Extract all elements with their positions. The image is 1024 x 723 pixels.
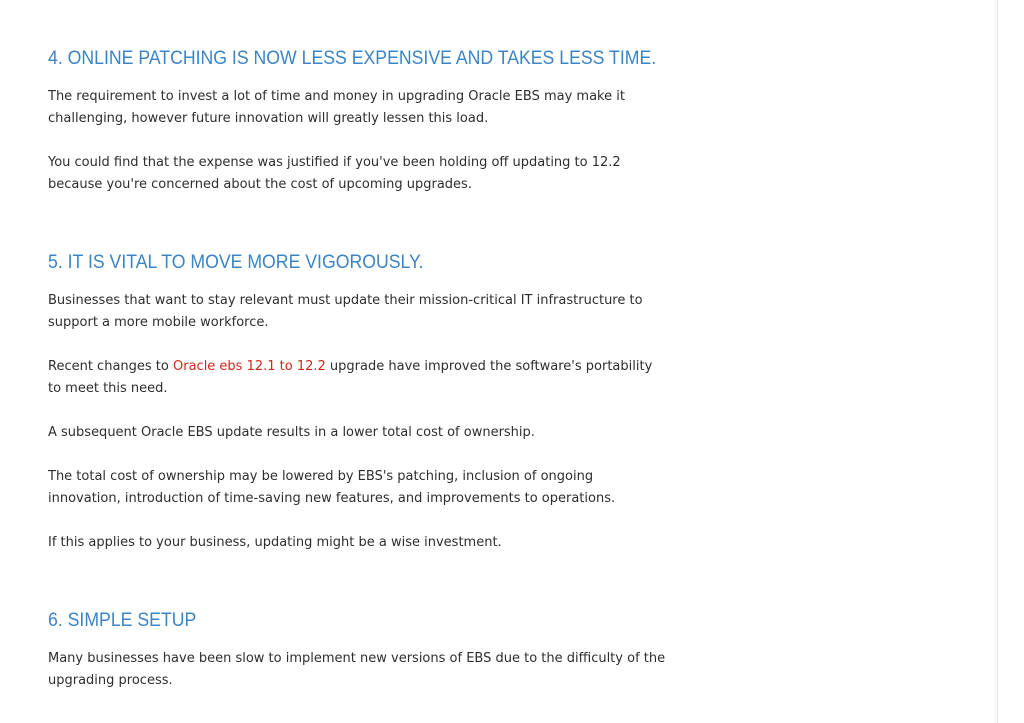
section-heading-move-vigorously: 5. IT IS VITAL TO MOVE MORE VIGOROUSLY. (48, 252, 424, 273)
section-move-vigorously (48, 246, 668, 554)
paragraph: If this applies to your business, updating might be a wise investment. (48, 535, 502, 550)
paragraph: The requirement to invest a lot of time and money in upgrading Oracle EBS may make it challenging, however future innovation will greatly lessen this load. (48, 89, 625, 126)
oracle-ebs-upgrade-link[interactable]: Oracle ebs 12.1 to 12.2 (173, 359, 326, 374)
section-online-patching (48, 42, 668, 196)
page-edge (997, 0, 998, 723)
paragraph-text-before-link: Recent changes to (48, 359, 173, 374)
section-heading-online-patching: 4. ONLINE PATCHING IS NOW LESS EXPENSIVE AND TAKES LESS TIME. (48, 48, 657, 69)
section-heading-simple-setup: 6. SIMPLE SETUP (48, 610, 197, 631)
paragraph: Businesses that want to stay relevant must update their mission-critical IT infrastructure to support a more mobile workforce. (48, 293, 643, 330)
paragraph-with-link (48, 356, 668, 400)
paragraph: The total cost of ownership may be lowered by EBS's patching, inclusion of ongoing innovation, introduction of time-saving new features, and improvements to operations. (48, 469, 616, 506)
section-simple-setup (48, 604, 668, 692)
page-edge-shadow (995, 0, 996, 723)
paragraph-text-after-link: upgrade have improved the software's portability to meet this need. (48, 359, 653, 396)
paragraph: You could find that the expense was justified if you've been holding off updating to 12.2 because you're concerned about the cost of upcoming upgrades. (48, 155, 621, 192)
paragraph: A subsequent Oracle EBS update results in a lower total cost of ownership. (48, 425, 535, 440)
article-content (48, 42, 668, 692)
paragraph: Many businesses have been slow to implement new versions of EBS due to the difficulty of the upgrading process. (48, 651, 666, 688)
